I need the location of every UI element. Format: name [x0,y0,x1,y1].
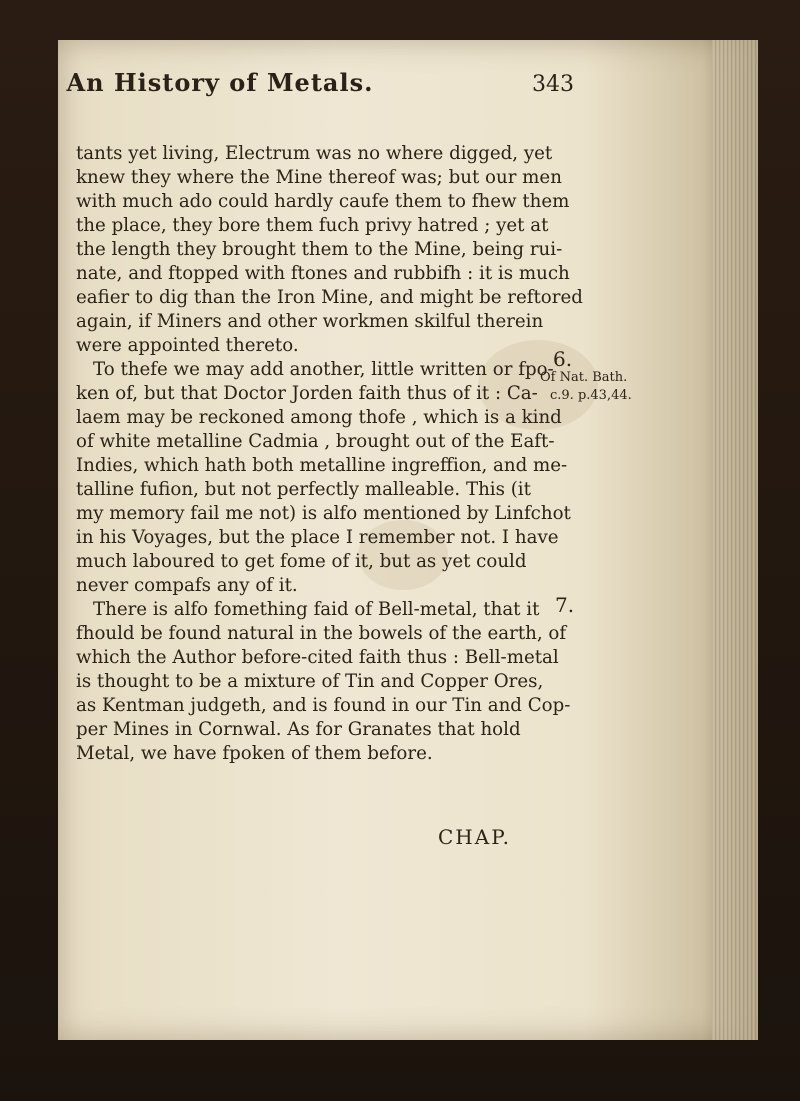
text-line: were appointed thereto. [76,335,299,356]
text-line: Indies, which hath both metalline ingreffion, and me- [76,455,568,476]
text-line: much laboured to get fome of it, but as yet could [76,551,527,572]
margin-note-reference: Of Nat. Bath. [540,370,628,385]
text-line: laem may be reckoned among thofe , which is a kind [76,407,562,428]
text-line: eafier to dig than the Iron Mine, and might be reftored [76,287,583,308]
text-line: which the Author before-cited faith thus : Bell-metal [76,647,559,668]
text-line: ken of, but that Doctor Jorden faith thus of it : Ca- [76,383,538,404]
margin-note-number: 6. [553,347,573,371]
text-line: To thefe we may add another, little written or fpo- [93,359,554,380]
text-line: is thought to be a mixture of Tin and Copper Ores, [76,671,544,692]
text-line: never compafs any of it. [76,575,298,596]
text-line: the length they brought them to the Mine, being rui- [76,239,563,260]
text-line: Metal, we have fpoken of them before. [76,743,433,764]
text-line: with much ado could hardly caufe them to fhew them [76,191,570,212]
text-line: the place, they bore them fuch privy hatred ; yet at [76,215,549,236]
running-title: An History of Metals. [66,68,374,97]
margin-note-reference: c.9. p.43,44. [550,388,632,403]
text-line: in his Voyages, but the place I remember not. I have [76,527,559,548]
text-line: There is alfo fomething faid of Bell-metal, that it [93,599,540,620]
text-line: again, if Miners and other workmen skilful therein [76,311,544,332]
text-line: knew they where the Mine thereof was; but our men [76,167,562,188]
page-number: 343 [532,72,574,97]
text-line: nate, and ftopped with ftones and rubbifh : it is much [76,263,570,284]
text-line: my memory fail me not) is alfo mentioned by Linfchot [76,503,571,524]
text-line: tants yet living, Electrum was no where digged, yet [76,143,553,164]
margin-note-number: 7. [555,593,575,617]
page-edge [712,40,758,1040]
text-line: talline fufion, but not perfectly malleable. This (it [76,479,531,500]
text-line: as Kentman judgeth, and is found in our Tin and Cop- [76,695,571,716]
text-line: per Mines in Cornwal. As for Granates that hold [76,719,521,740]
text-line: of white metalline Cadmia , brought out of the Eaft- [76,431,555,452]
catchword: CHAP. [438,825,511,849]
text-line: fhould be found natural in the bowels of the earth, of [76,623,567,644]
